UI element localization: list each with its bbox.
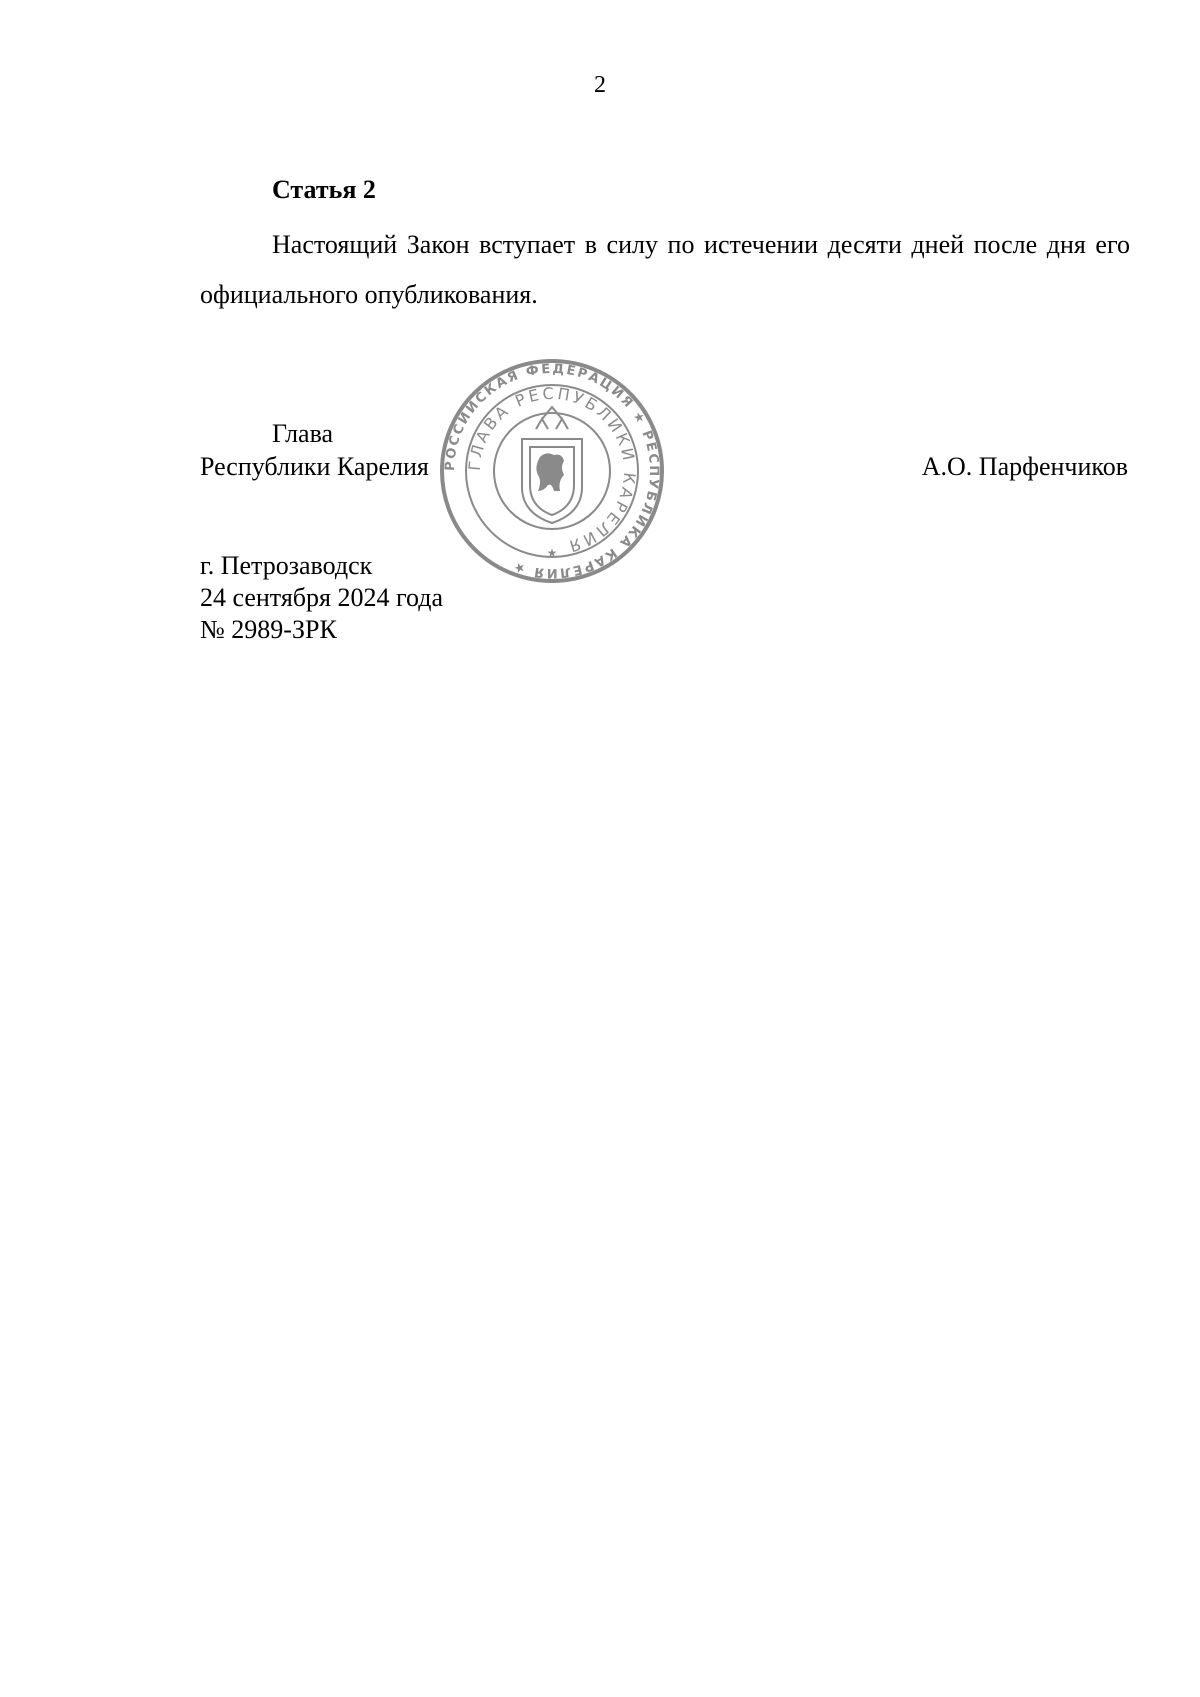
place-city: г. Петрозаводск: [200, 551, 373, 580]
article-heading: Статья 2: [272, 175, 376, 204]
signature-title-line1: Глава: [272, 419, 334, 448]
signer-name: А.О. Парфенчиков: [921, 452, 1128, 481]
bear-figure: [536, 453, 564, 491]
law-number: № 2989-ЗРК: [200, 615, 337, 644]
seal-inner-textpath: ГЛАВА РЕСПУБЛИКИ КАРЕЛИЯ: [464, 383, 640, 557]
signature-title-line2: Республики Карелия: [200, 452, 429, 481]
place-date: 24 сентября 2024 года: [200, 583, 444, 612]
seal-outer-textpath: РОССИЙСКАЯ ФЕДЕРАЦИЯ ★ РЕСПУБЛИКА КАРЕЛИЯ ★: [442, 361, 662, 581]
page-number: 2: [594, 72, 606, 98]
official-seal: [438, 357, 666, 585]
seal-star: ★: [546, 546, 558, 560]
article-body: Настоящий Закон вступает в силу по истечении десяти дней после дня его официального опубликования.: [200, 230, 1130, 309]
